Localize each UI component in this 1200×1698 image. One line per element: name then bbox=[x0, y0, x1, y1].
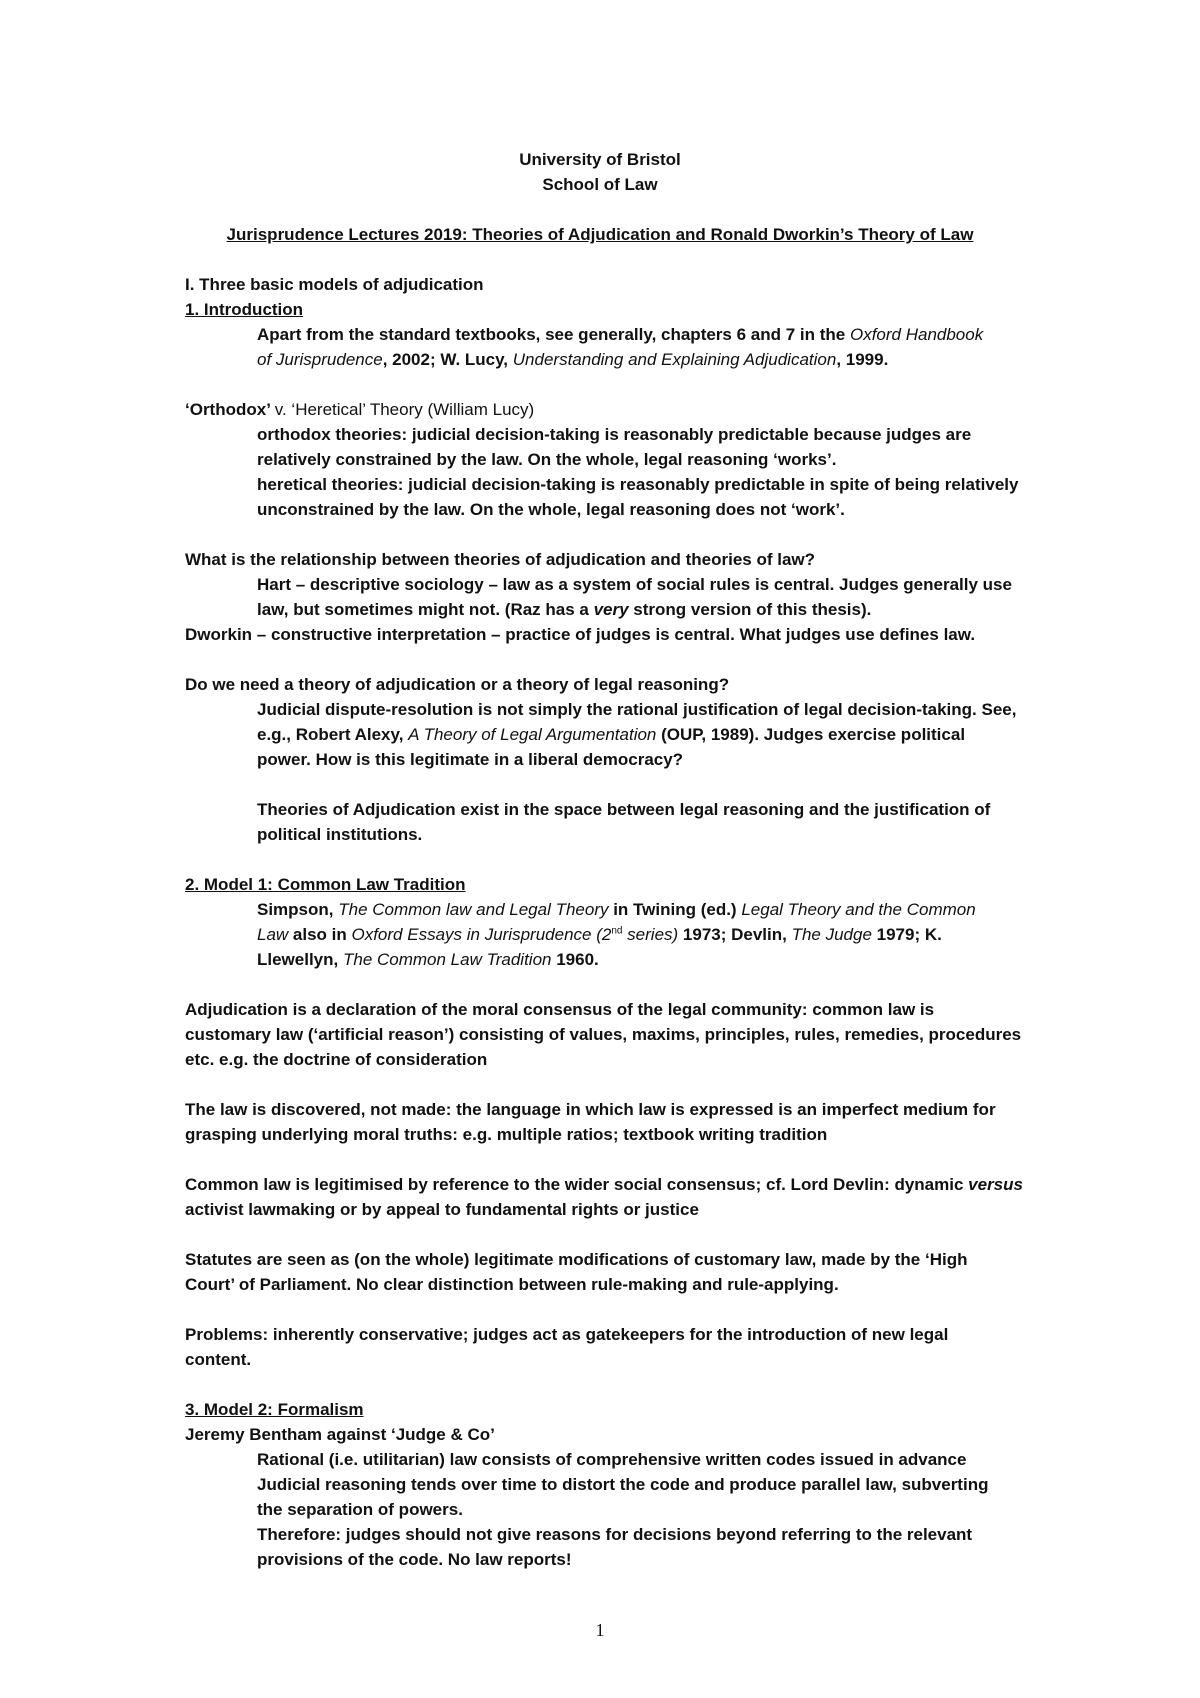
model1-paragraph-line: Court’ of Parliament. No clear distinction between rule-making and rule-applying. bbox=[185, 1275, 839, 1294]
model1-paragraph-line: Statutes are seen as (on the whole) legitimate modifications of customary law, made by the ‘High bbox=[185, 1250, 968, 1269]
section-heading-model-2: 3. Model 2: Formalism bbox=[185, 1400, 364, 1419]
section-heading-introduction: 1. Introduction bbox=[185, 300, 304, 319]
relationship-line: law, but sometimes might not. (Raz has a very strong version of this thesis). bbox=[257, 600, 872, 619]
model2-line: provisions of the code. No law reports! bbox=[257, 1550, 572, 1569]
model1-paragraph-line: activist lawmaking or by appeal to fundamental rights or justice bbox=[185, 1200, 699, 1219]
orthodox-line: orthodox theories: judicial decision-taking is reasonably predictable because judges are bbox=[257, 425, 972, 444]
model1-paragraph-line: Common law is legitimised by reference to the wider social consensus; cf. Lord Devlin: dynamic versus bbox=[185, 1175, 1023, 1194]
need-line: Theories of Adjudication exist in the space between legal reasoning and the justification of bbox=[257, 800, 991, 819]
need-line: power. How is this legitimate in a liberal democracy? bbox=[257, 750, 684, 769]
model1-paragraph-line: Adjudication is a declaration of the moral consensus of the legal community: common law is bbox=[185, 1000, 935, 1019]
section-heading-model-1: 2. Model 1: Common Law Tradition bbox=[185, 875, 466, 894]
reading-line: Simpson, The Common law and Legal Theory in Twining (ed.) Legal Theory and the Common bbox=[257, 900, 976, 919]
relationship-line: Dworkin – constructive interpretation – practice of judges is central. What judges use defines law. bbox=[185, 625, 976, 644]
model2-line: Rational (i.e. utilitarian) law consists of comprehensive written codes issued in advance bbox=[257, 1450, 967, 1469]
need-question: Do we need a theory of adjudication or a theory of legal reasoning? bbox=[185, 675, 730, 694]
need-line: political institutions. bbox=[257, 825, 423, 844]
model1-paragraph-line: Problems: inherently conservative; judges act as gatekeepers for the introduction of new legal bbox=[185, 1325, 949, 1344]
model1-paragraph-line: The law is discovered, not made: the language in which law is expressed is an imperfect medium for bbox=[185, 1100, 996, 1119]
document-title: Jurisprudence Lectures 2019: Theories of Adjudication and Ronald Dworkin’s Theory of Law bbox=[226, 225, 974, 244]
reading-line: Llewellyn, The Common Law Tradition 1960. bbox=[257, 950, 599, 969]
reading-line: Law also in Oxford Essays in Jurisprudence (2nd series) 1973; Devlin, The Judge 1979; K. bbox=[257, 925, 942, 944]
model1-paragraph-line: grasping underlying moral truths: e.g. multiple ratios; textbook writing tradition bbox=[185, 1125, 828, 1144]
need-line: Judicial dispute-resolution is not simply the rational justification of legal decision-taking. See, bbox=[257, 700, 1017, 719]
institution-name: University of Bristol bbox=[519, 150, 681, 169]
document-header bbox=[0, 147, 1200, 197]
intro-line: of Jurisprudence, 2002; W. Lucy, Understanding and Explaining Adjudication, 1999. bbox=[257, 350, 889, 369]
orthodox-line: relatively constrained by the law. On the whole, legal reasoning ‘works’. bbox=[257, 450, 837, 469]
model2-line: the separation of powers. bbox=[257, 1500, 463, 1519]
document-body bbox=[185, 272, 1045, 1572]
model1-paragraph-line: content. bbox=[185, 1350, 252, 1369]
model2-subheading: Jeremy Bentham against ‘Judge & Co’ bbox=[185, 1425, 495, 1444]
school-name: School of Law bbox=[542, 175, 658, 194]
orthodox-line: heretical theories: judicial decision-taking is reasonably predictable in spite of being relatively bbox=[257, 475, 1019, 494]
model1-paragraph-line: customary law (‘artificial reason’) consisting of values, maxims, principles, rules, remedies, procedures bbox=[185, 1025, 1022, 1044]
orthodox-heading: ‘Orthodox’ v. ‘Heretical’ Theory (William Lucy) bbox=[185, 400, 535, 419]
relationship-question: What is the relationship between theories of adjudication and theories of law? bbox=[185, 550, 816, 569]
need-line: e.g., Robert Alexy, A Theory of Legal Argumentation (OUP, 1989). Judges exercise political bbox=[257, 725, 966, 744]
orthodox-line: unconstrained by the law. On the whole, legal reasoning does not ‘work’. bbox=[257, 500, 845, 519]
intro-line: Apart from the standard textbooks, see generally, chapters 6 and 7 in the Oxford Handbook bbox=[257, 325, 984, 344]
model2-line: Therefore: judges should not give reasons for decisions beyond referring to the relevant bbox=[257, 1525, 973, 1544]
relationship-line: Hart – descriptive sociology – law as a system of social rules is central. Judges generally use bbox=[257, 575, 1012, 594]
part-heading: I. Three basic models of adjudication bbox=[185, 275, 484, 294]
model2-line: Judicial reasoning tends over time to distort the code and produce parallel law, subverting bbox=[257, 1475, 989, 1494]
page-number: 1 bbox=[595, 1620, 605, 1640]
model1-paragraph-line: etc. e.g. the doctrine of consideration bbox=[185, 1050, 488, 1069]
